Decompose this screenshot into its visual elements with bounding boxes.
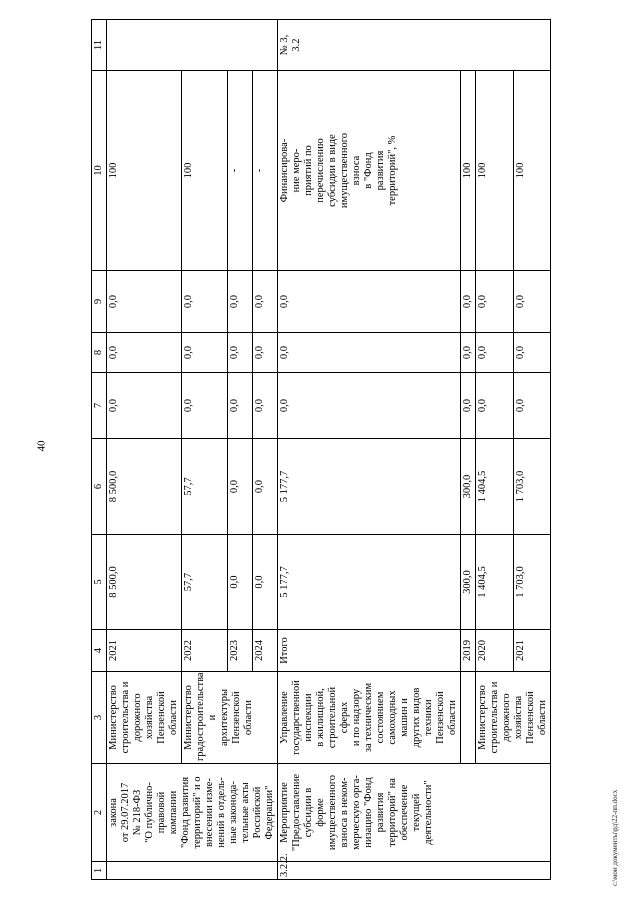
header-row [92,20,107,880]
indicator-value: 100 [461,71,476,271]
value-cell: 0,0 [107,373,182,439]
header-cell: 8 [92,333,107,373]
value-cell: 0,0 [107,333,182,373]
header-cell: 1 [92,862,107,880]
value-cell: 0,0 [182,271,228,333]
value-cell: 1 703,0 [513,439,551,535]
value-cell: 0,0 [228,373,253,439]
measure-description: закона от 29.07.2017 № 218-ФЗ "О публично- правовой компании "Фонд развития территорий" и о внесении изме- нений в отдель- ные законода- тельные акты Российской Федерации" [107,764,278,862]
year-cell: 2024 [253,630,278,672]
executor: Министерство градостроительства и архитектуры Пензенской области [182,672,278,764]
value-cell: 5 177,7 [278,439,461,535]
data-table [91,19,551,880]
value-cell: 0,0 [476,271,514,333]
indicator-value: 100 [476,71,514,271]
value-cell: 0,0 [253,373,278,439]
link-cell [107,20,278,71]
year-cell: 2021 [107,630,182,672]
year-cell: 2023 [228,630,253,672]
value-cell: 0,0 [476,333,514,373]
value-cell: 0,0 [513,271,551,333]
header-cell: 3 [92,672,107,764]
header-cell: 10 [92,71,107,271]
header-cell: 11 [92,20,107,71]
year-cell: 2020 [476,630,514,672]
header-cell: 6 [92,439,107,535]
measure-description: Мероприятие "Предоставление субсидии в форме имущественного взноса в неком- мерческую орга- низацию "Фонд развития территорий" на обеспечение текущей деятельности" [278,764,551,862]
rotated-table-container [91,20,591,880]
header-cell: 9 [92,271,107,333]
link-cell: № 3, 3.2 [278,20,551,71]
indicator-value: 100 [513,71,551,271]
header-cell: 2 [92,764,107,862]
year-cell: 2019 [461,630,476,672]
value-cell: 0,0 [253,439,278,535]
value-cell: 0,0 [228,333,253,373]
value-cell: 0,0 [461,271,476,333]
value-cell: 0,0 [253,333,278,373]
value-cell: 0,0 [182,373,228,439]
value-cell: 0,0 [107,271,182,333]
indicator-value: 100 [182,71,228,271]
value-cell: 0,0 [461,373,476,439]
value-cell: 0,0 [461,333,476,373]
value-cell: 0,0 [513,333,551,373]
value-cell: 0,0 [182,333,228,373]
value-cell: 1 703,0 [513,535,551,630]
table-row [278,20,461,880]
value-cell: 8 500,0 [107,439,182,535]
value-cell: 0,0 [278,333,461,373]
value-cell: 1 404,5 [476,535,514,630]
table-row [107,20,182,880]
header-cell: 4 [92,630,107,672]
value-cell: 57,7 [182,535,228,630]
value-cell: 57,7 [182,439,228,535]
indicator-value: 100 [107,71,182,271]
indicator-value: - [253,71,278,271]
header-cell: 5 [92,535,107,630]
indicator-value: - [228,71,253,271]
value-cell: 300,0 [461,535,476,630]
value-cell: 0,0 [253,271,278,333]
executor: Министерство строительства и дорожного хозяйства Пензенской области [476,672,551,764]
value-cell: 0,0 [253,535,278,630]
value-cell: 0,0 [228,271,253,333]
page-number: 40 [35,440,48,452]
table-row [182,20,228,880]
value-cell: 0,0 [278,271,461,333]
table-row [476,20,514,880]
year-cell: 2022 [182,630,228,672]
indicator-name: Финансирова- ние меро- приятий по перечислению субсидии в виде имущественного взноса в "Фонд развития территорий", % [278,71,461,271]
year-cell: Итого [278,630,461,672]
header-cell: 7 [92,373,107,439]
value-cell: 300,0 [461,439,476,535]
value-cell: 0,0 [228,535,253,630]
year-cell: 2021 [513,630,551,672]
executor: Управление государственной инспекции в жилищной, строительной сферах и по надзору за техническим состоянием самоходных машин и других видов техники Пензенской области [278,672,461,764]
value-cell: 8 500,0 [107,535,182,630]
value-cell: 0,0 [278,373,461,439]
row-number [107,862,278,880]
value-cell: 0,0 [476,373,514,439]
row-number: 3.2.2. [278,862,551,880]
footer-file-path: c:\мои документы\рд\22-пп.docx [611,789,619,886]
value-cell: 0,0 [513,373,551,439]
value-cell: 5 177,7 [278,535,461,630]
table-row [461,20,476,880]
executor: Министерство строительства и дорожного хозяйства Пензенской области [107,672,182,764]
value-cell: 0,0 [228,439,253,535]
executor [461,672,476,764]
value-cell: 1 404,5 [476,439,514,535]
